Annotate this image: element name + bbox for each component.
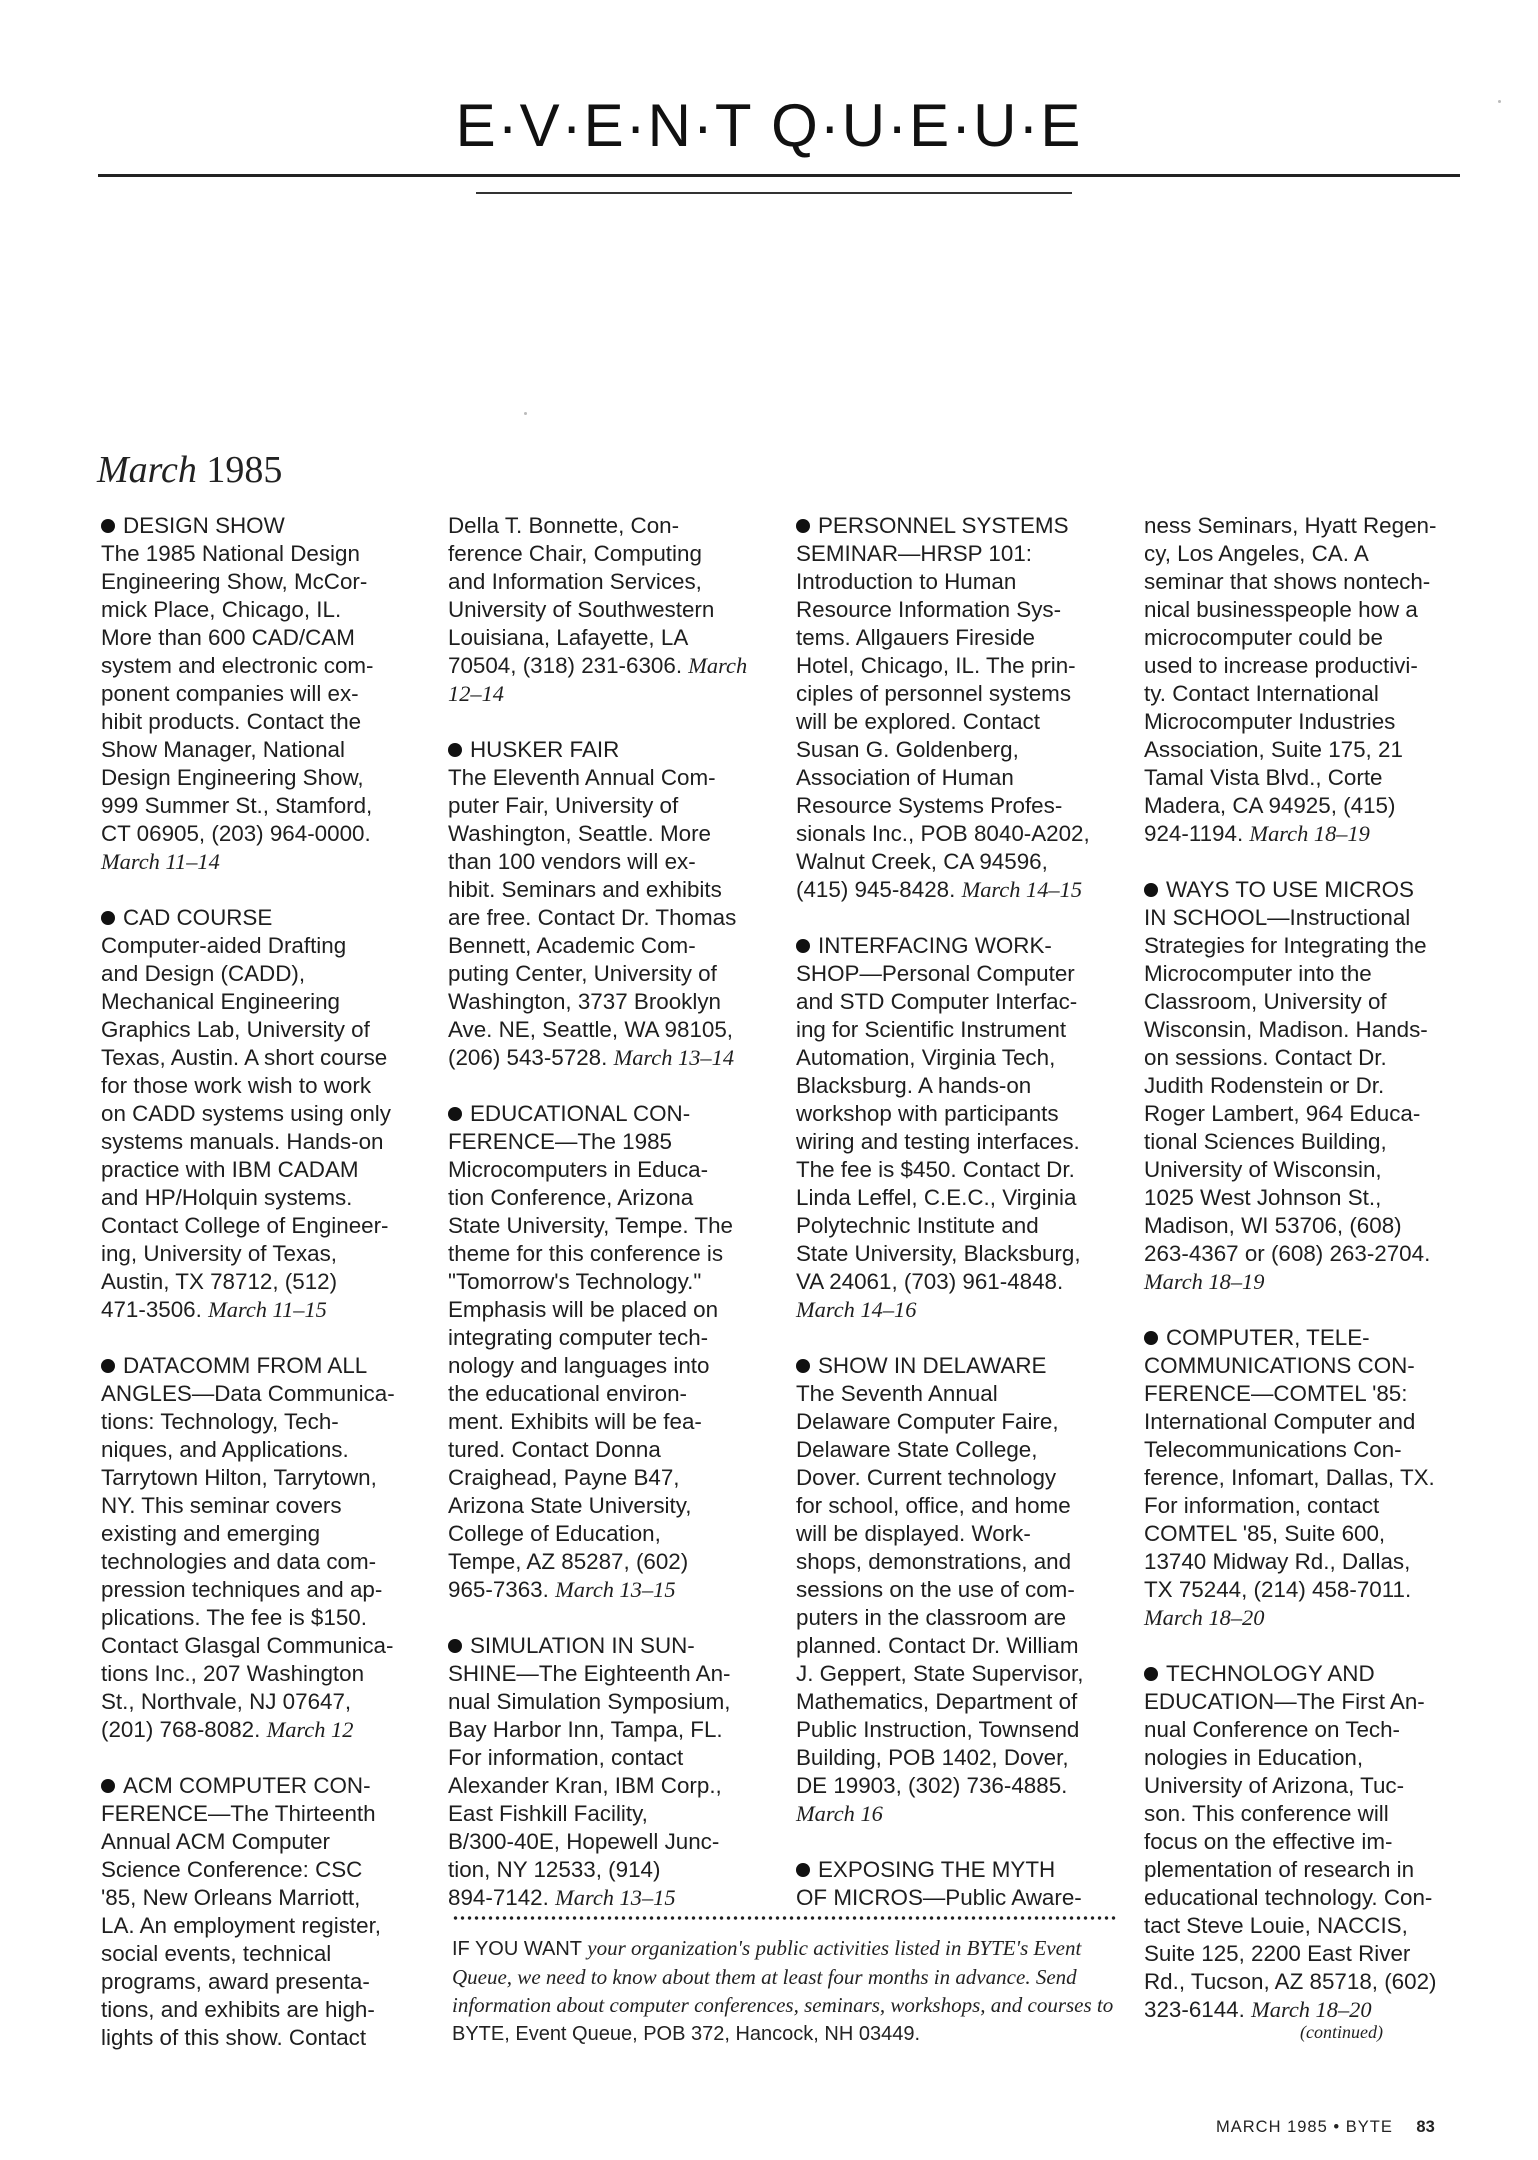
event-date: March 18–19 [1144,1269,1265,1294]
event-entry [448,512,778,708]
event-text: ACM COMPUTER CON- FERENCE—The Thirteenth Annual ACM Computer Science Conference: CSC '85, New Orleans Marriott, LA. An employment register, social events, technical programs, award presenta- tions, and exhibits are high- lights of this show. Contact [101,1773,382,2050]
event-entry [796,1352,1126,1828]
note-body: your organization's public activities listed in BYTE's Event Queue, we need to know about them at least four months in advance. Send information about computer conferences, seminars, workshops, and courses to [452,1936,1114,2017]
bullet-icon [796,939,810,953]
event-text: DESIGN SHOW The 1985 National Design Engineering Show, McCor- mick Place, Chicago, IL. More than 600 CAD/CAM system and electronic com- ponent companies will ex- hibit products. Contact the Show Manager, National Design Engineering Show, 999 Summer St., Stamford, CT 06905, (203) 964-0000. [101,513,374,846]
event-entry [101,1352,431,1744]
event-date: March 14–15 [961,877,1083,902]
event-date: March 13–14 [613,1045,735,1070]
event-text: INTERFACING WORK- SHOP—Personal Computer and STD Computer Interfac- ing for Scientific Instrument Automation, Virginia Tech, Blacksburg. A hands-on workshop with participants wiring and testing interfaces. The fee is $450. Contact Dr. Linda Leffel, C.E.C., Virginia Polytechnic Institute and State University, Blacksburg, VA 24061, (703) 961-4848. [796,933,1081,1294]
event-entry [1144,876,1474,1296]
event-text: WAYS TO USE MICROS IN SCHOOL—Instructional Strategies for Integrating the Microcomputer into the Classroom, University of Wisconsin, Madison. Hands- on sessions. Contact Dr. Judith Rodenstein or Dr. Roger Lambert, 964 Educa- tional Sciences Building, University of Wisconsin, 1025 West Johnson St., Madison, WI 53706, (608) 263-4367 or (608) 263-2704. [1144,877,1431,1266]
footer-issue: MARCH 1985 • BYTE [1216,2118,1393,2136]
submission-note [452,1916,1116,2048]
event-date: March 18–20 [1144,1605,1265,1630]
column-1 [101,512,431,2080]
column-4 [1144,512,1474,2052]
event-text: HUSKER FAIR The Eleventh Annual Com- puter Fair, University of Washington, Seattle. More than 100 vendors will ex- hibit. Seminars and exhibits are free. Contact Dr. Thomas Bennett, Academic Com- puting Center, University of Washington, 3737 Brooklyn Ave. NE, Seattle, WA 98105, (206) 543-5728. [448,737,737,1070]
event-entry [1144,1660,1474,2024]
event-entry [1144,512,1474,848]
bullet-icon [1144,883,1158,897]
bullet-icon [448,743,462,757]
paper-speck [524,412,527,415]
month-year: 1985 [206,449,283,491]
event-entry [448,1632,778,1912]
column-3 [796,512,1126,1940]
bullet-icon [101,519,115,533]
event-text: ness Seminars, Hyatt Regen- cy, Los Angeles, CA. A seminar that shows nontech- nical businesspeople how a microcomputer could be used to increase productivi- ty. Contact International Microcomputer Industries Association, Suite 175, 21 Tamal Vista Blvd., Corte Madera, CA 94925, (415) 924-1194. [1144,513,1437,846]
event-text: CAD COURSE Computer-aided Drafting and Design (CADD), Mechanical Engineering Graphics Lab, University of Texas, Austin. A short course for those work wish to work on CADD systems using only systems manuals. Hands-on practice with IBM CADAM and HP/Holquin systems. Contact College of Engineer- ing, University of Texas, Austin, TX 78712, (512) 471-3506. [101,905,391,1322]
event-text: EDUCATIONAL CON- FERENCE—The 1985 Microcomputers in Educa- tion Conference, Arizona State University, Tempe. The theme for this conference is "Tomorrow's Technology." Emphasis will be placed on integrating computer tech- nology and languages into the educational environ- ment. Exhibits will be fea- tured. Contact Donna Craighead, Payne B47, Arizona State University, College of Education, Tempe, AZ 85287, (602) 965-7363. [448,1101,733,1602]
event-date: March 11–15 [208,1297,327,1322]
masthead-rule-thick [98,174,1460,177]
event-entry [448,736,778,1072]
bullet-icon [796,1863,810,1877]
event-date: March 18–19 [1249,821,1370,846]
event-date: March 14–16 [796,1297,917,1322]
event-entry [796,932,1126,1324]
event-date: March 12 [266,1717,354,1742]
masthead-title: E·V·E·N·T Q·U·E·U·E [455,92,1083,159]
bullet-icon [101,911,115,925]
event-text: Della T. Bonnette, Con- ference Chair, Computing and Information Services, University of Southwestern Louisiana, Lafayette, LA 70504, (318) 231-6306. [448,513,715,678]
bullet-icon [448,1639,462,1653]
note-text [452,1934,1116,2048]
bullet-icon [1144,1331,1158,1345]
event-text: SHOW IN DELAWARE The Seventh Annual Delaware Computer Faire, Delaware State College, Dover. Current technology for school, office, and home will be displayed. Work- shops, demonstrations, and sessions on the use of com- puters in the classroom are planned. Contact Dr. William J. Geppert, State Supervisor, Mathematics, Department of Public Instruction, Townsend Building, POB 1402, Dover, DE 19903, (302) 736-4885. [796,1353,1084,1798]
event-entry [1144,1324,1474,1632]
month-name: March [97,449,197,491]
event-date: March 13–15 [555,1885,676,1910]
event-text: COMPUTER, TELE- COMMUNICATIONS CON- FERENCE—COMTEL '85: International Computer and Telecommunications Con- ference, Infomart, Dallas, TX. For information, contact COMTEL '85, Suite 600, 13740 Midway Rd., Dallas, TX 75244, (214) 458-7011. [1144,1325,1435,1602]
dotted-divider [452,1916,1116,1920]
bullet-icon [448,1107,462,1121]
month-heading [97,448,282,492]
bullet-icon [101,1779,115,1793]
note-lead: IF YOU WANT [452,1938,582,1960]
page-footer [1216,2118,1435,2137]
event-entry [101,512,431,876]
column-2 [448,512,778,1940]
bullet-icon [796,519,810,533]
event-text: SIMULATION IN SUN- SHINE—The Eighteenth An- nual Simulation Symposium, Bay Harbor Inn, Tampa, FL. For information, contact Alexander Kran, IBM Corp., East Fishkill Facility, B/300-40E, Hopewell Junc- tion, NY 12533, (914) 894-7142. [448,1633,731,1910]
paper-speck [1498,100,1501,103]
bullet-icon [1144,1667,1158,1681]
event-entry [448,1100,778,1604]
event-text: TECHNOLOGY AND EDUCATION—The First An- nual Conference on Tech- nologies in Education, University of Arizona, Tuc- son. This conference will focus on the effective im- plementation of research in educational technology. Con- tact Steve Louie, NACCIS, Suite 125, 2200 East River Rd., Tucson, AZ 85718, (602) 323-6144. [1144,1661,1437,2022]
event-text: EXPOSING THE MYTH OF MICROS—Public Aware- [796,1857,1082,1910]
event-entry [796,512,1126,904]
bullet-icon [101,1359,115,1373]
note-address: BYTE, Event Queue, POB 372, Hancock, NH 03449. [452,2023,921,2045]
masthead-rule-thin [476,192,1072,194]
event-date: March 18–20 [1251,1997,1372,2022]
page-number: 83 [1416,2118,1435,2136]
event-entry [796,1856,1126,1912]
event-entry [101,904,431,1324]
event-date: March 13–15 [555,1577,676,1602]
event-text: DATACOMM FROM ALL ANGLES—Data Communica- tions: Technology, Tech- niques, and Applications. Tarrytown Hilton, Tarrytown, NY. This seminar covers existing and emerging technologies and data com- pression techniques and ap- plications. The fee is $150. Contact Glasgal Communica- tions Inc., 207 Washington St., Northvale, NJ 07647, (201) 768-8082. [101,1353,395,1742]
continued-label: (continued) [1300,2022,1383,2042]
event-date: March 11–14 [101,849,220,874]
bullet-icon [796,1359,810,1373]
event-entry [101,1772,431,2052]
event-date: March 12–14 [448,653,748,706]
event-date: March 16 [796,1801,883,1826]
event-text: PERSONNEL SYSTEMS SEMINAR—HRSP 101: Introduction to Human Resource Information Sys- tems. Allgauers Fireside Hotel, Chicago, IL. The prin- ciples of personnel systems will be explored. Contact Susan G. Goldenberg, Association of Human Resource Systems Profes- sionals Inc., POB 8040-A202, Walnut Creek, CA 94596, (415) 945-8428. [796,513,1090,902]
